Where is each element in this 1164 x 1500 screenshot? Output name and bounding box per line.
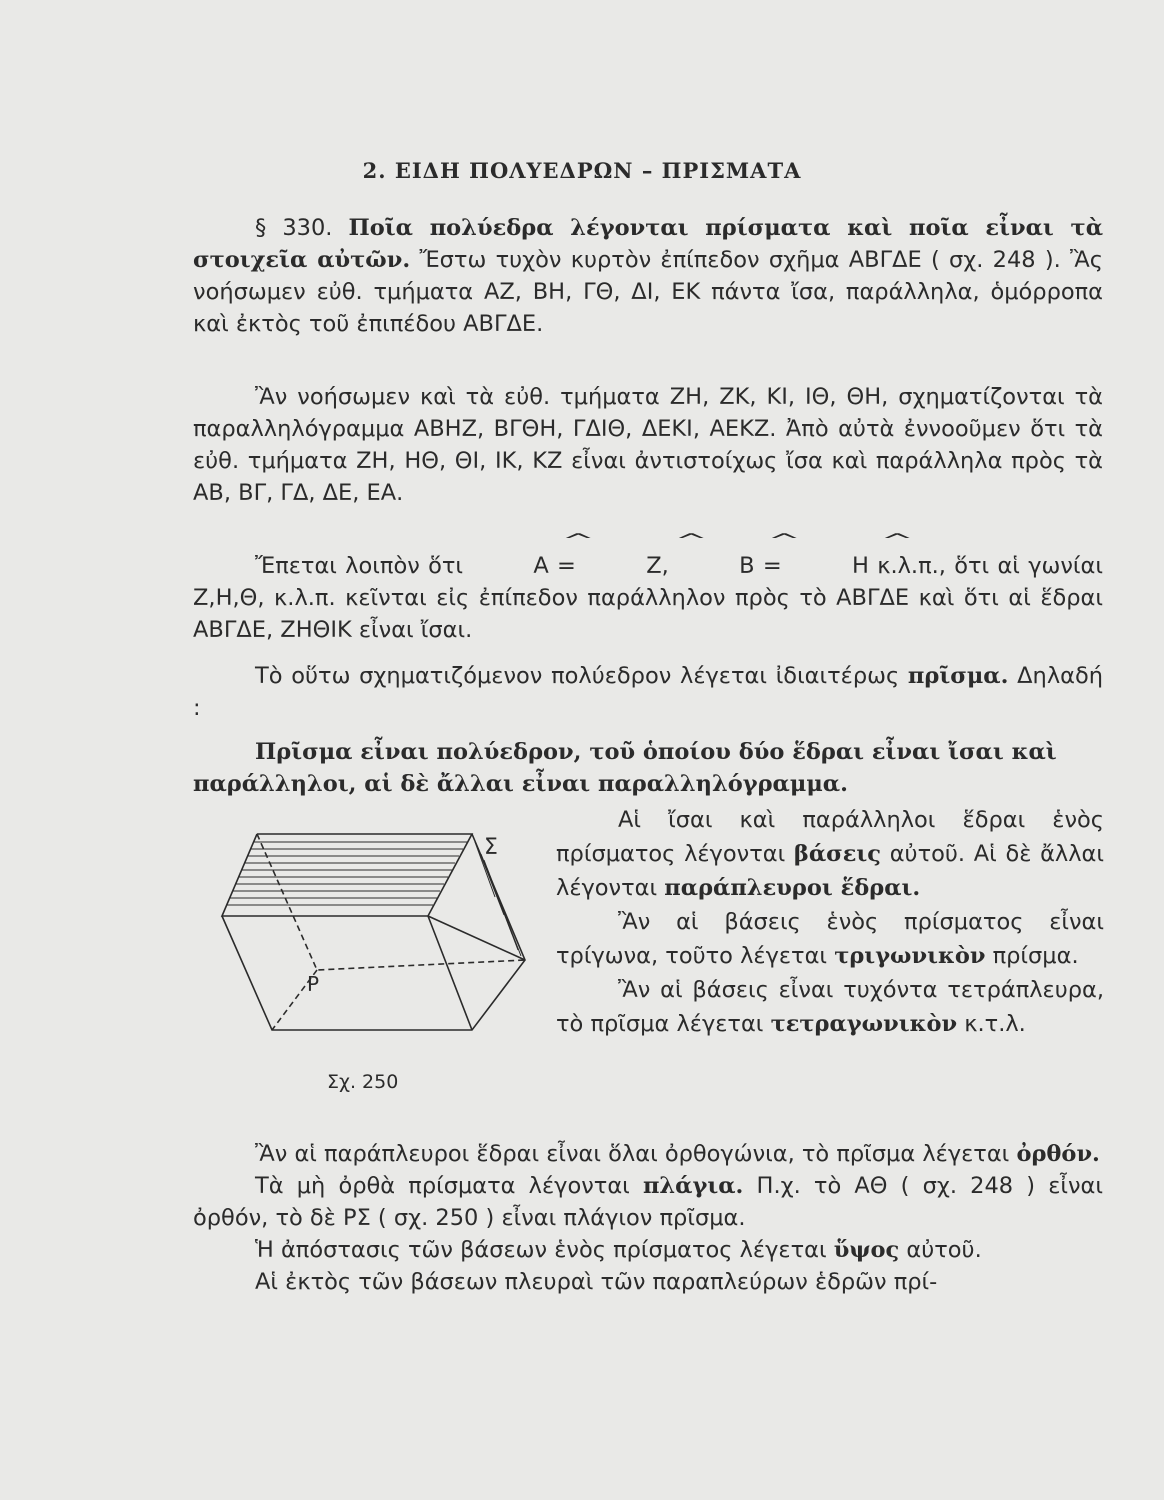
triangular-text: Ἂν αἱ βάσεις ἑνὸς πρίσματος εἶναι τρίγωνα, τοῦτο λέγεται bbox=[556, 909, 1104, 969]
triangular-after: πρίσμα. bbox=[985, 943, 1079, 969]
term-right: ὀρθόν. bbox=[1016, 1141, 1100, 1167]
equals-sign: = bbox=[754, 553, 790, 579]
angles-rest: κ.λ.π., ὅτι αἱ γωνίαι Ζ,Η,Θ, κ.λ.π. κεῖνται εἰς ἐπίπεδον παράλληλον πρὸς τὸ ΑΒΓΔΕ καὶ ὅτι αἱ ἕδραι ΑΒΓΔΕ, ΖΗΘΙΚ εἶναι ἴσαι. bbox=[193, 553, 1103, 643]
paragraph-330 bbox=[193, 212, 1103, 340]
right-prism-text: Ἂν αἱ παράπλευροι ἕδραι εἶναι ὅλαι ὀρθογώνια, τὸ πρῖσμα λέγεται bbox=[255, 1141, 1017, 1167]
term-triangular: τριγωνικὸν bbox=[834, 943, 986, 969]
term-quadrilateral: τετραγωνικὸν bbox=[770, 1011, 958, 1037]
right-column-text bbox=[556, 803, 1104, 1041]
oblique-text: Τὰ μὴ ὀρθὰ πρίσματα λέγονται bbox=[255, 1173, 643, 1199]
figure-250 bbox=[212, 820, 542, 1060]
section-heading: 2. ΕΙΔΗ ΠΟΛΥΕΔΡΩΝ – ΠΡΙΣΜΑΤΑ bbox=[362, 158, 802, 183]
bases-text: Αἱ ἴσαι καὶ παράλληλοι ἕδραι ἑνὸς πρίσματος λέγονται bbox=[556, 807, 1104, 867]
angle-b: Β ^ bbox=[677, 550, 754, 582]
paragraph-parallelograms-text: Ἂν νοήσωμεν καὶ τὰ εὐθ. τμήματα ΖΗ, ΖΚ, ΚΙ, ΙΘ, ΘΗ, σχηματίζονται τὰ παραλληλόγραμμα ΑΒΗΖ, ΒΓΘΗ, ΓΔΙΘ, ΔΕΚΙ, ΑΕΚΖ. Ἀπὸ αὐτὰ ἐννοοῦμεν ὅτι τὰ εὐθ. τμήματα ΖΗ, ΗΘ, ΘΙ, ΙΚ, ΚΖ εἶναι ἀντιστοίχως ἴσα καὶ παράλληλα πρὸς τὰ ΑΒ, ΒΓ, ΓΔ, ΔΕ, ΕΑ. bbox=[193, 384, 1103, 506]
quadrilateral-text: Ἂν αἱ βάσεις εἶναι τυχόντα τετράπλευρα, τὸ πρῖσμα λέγεται bbox=[556, 977, 1104, 1037]
term-oblique: πλάγια. bbox=[642, 1173, 744, 1199]
angle-h: Η ^ bbox=[790, 550, 869, 582]
bases-mid: αὐτοῦ. Αἱ δὲ ἄλλαι λέγονται bbox=[556, 841, 1104, 901]
angle-z: Ζ ^ bbox=[584, 550, 661, 582]
label-sigma: Σ bbox=[484, 835, 498, 860]
comma: , bbox=[661, 553, 678, 579]
section-question: Ποῖα πολύεδρα λέγονται πρίσματα καὶ ποῖα εἶναι τὰ στοιχεῖα αὐτῶν. bbox=[193, 215, 1104, 273]
figure-caption: Σχ. 250 bbox=[327, 1071, 399, 1093]
paragraph-prism-name bbox=[193, 660, 1103, 724]
paragraph-parallelograms bbox=[193, 381, 1103, 509]
prism-name-text: Τὸ οὕτω σχηματιζόμενον πολύεδρον λέγεται ἰδιαιτέρως bbox=[255, 663, 908, 689]
prism-term: πρῖσμα. bbox=[907, 663, 1009, 689]
paragraph-330-text: Ἔστω τυχὸν κυρτὸν ἐπίπεδον σχῆμα ΑΒΓΔΕ ( σχ. 248 ). Ἂς νοήσωμεν εὐθ. τμήματα ΑΖ, ΒΗ, ΓΘ, ΔΙ, ΕΚ πάντα ἴσα, παράλληλα, ὁμόρροπα καὶ ἐκτὸς τοῦ ἐπιπέδου ΑΒΓΔΕ. bbox=[193, 247, 1104, 337]
angles-intro: Ἔπεται λοιπὸν ὅτι bbox=[255, 553, 472, 579]
term-bases: βάσεις bbox=[793, 841, 882, 867]
section-number: § 330. bbox=[255, 215, 333, 241]
prism-top-base bbox=[222, 834, 472, 916]
paragraph-angles bbox=[193, 550, 1103, 646]
oblique-after: Π.χ. τὸ ΑΘ ( σχ. 248 ) εἶναι ὀρθόν, τὸ δὲ ΡΣ ( σχ. 250 ) εἶναι πλάγιον πρῖσμα. bbox=[193, 1173, 1103, 1231]
prism-definition bbox=[193, 736, 1103, 800]
lateral-edges-text: Αἱ ἐκτὸς τῶν βάσεων πλευραὶ τῶν παραπλεύρων ἑδρῶν πρί- bbox=[255, 1269, 938, 1295]
height-after: αὐτοῦ. bbox=[899, 1237, 982, 1263]
prism-definition-text: Πρῖσμα εἶναι πολύεδρον, τοῦ ὁποίου δύο ἕδραι εἶναι ἴσαι καὶ παράλληλοι, αἱ δὲ ἄλλαι εἶναι παραλληλόγραμμα. bbox=[193, 739, 1057, 797]
equals-sign: = bbox=[548, 553, 585, 579]
angle-a: Α ^ bbox=[471, 550, 548, 582]
height-text: Ἡ ἀπόστασις τῶν βάσεων ἑνὸς πρίσματος λέγεται bbox=[255, 1237, 834, 1263]
oblique-prism-diagram bbox=[212, 820, 542, 1060]
label-rho: Ρ bbox=[307, 972, 320, 996]
quadrilateral-after: κ.τ.λ. bbox=[957, 1011, 1026, 1037]
term-lateral-faces: παράπλευροι ἕδραι. bbox=[664, 875, 921, 901]
paragraphs-right-oblique bbox=[193, 1138, 1103, 1298]
prism-name-after: Δηλαδή : bbox=[193, 663, 1103, 721]
term-height: ὕψος bbox=[833, 1237, 900, 1263]
